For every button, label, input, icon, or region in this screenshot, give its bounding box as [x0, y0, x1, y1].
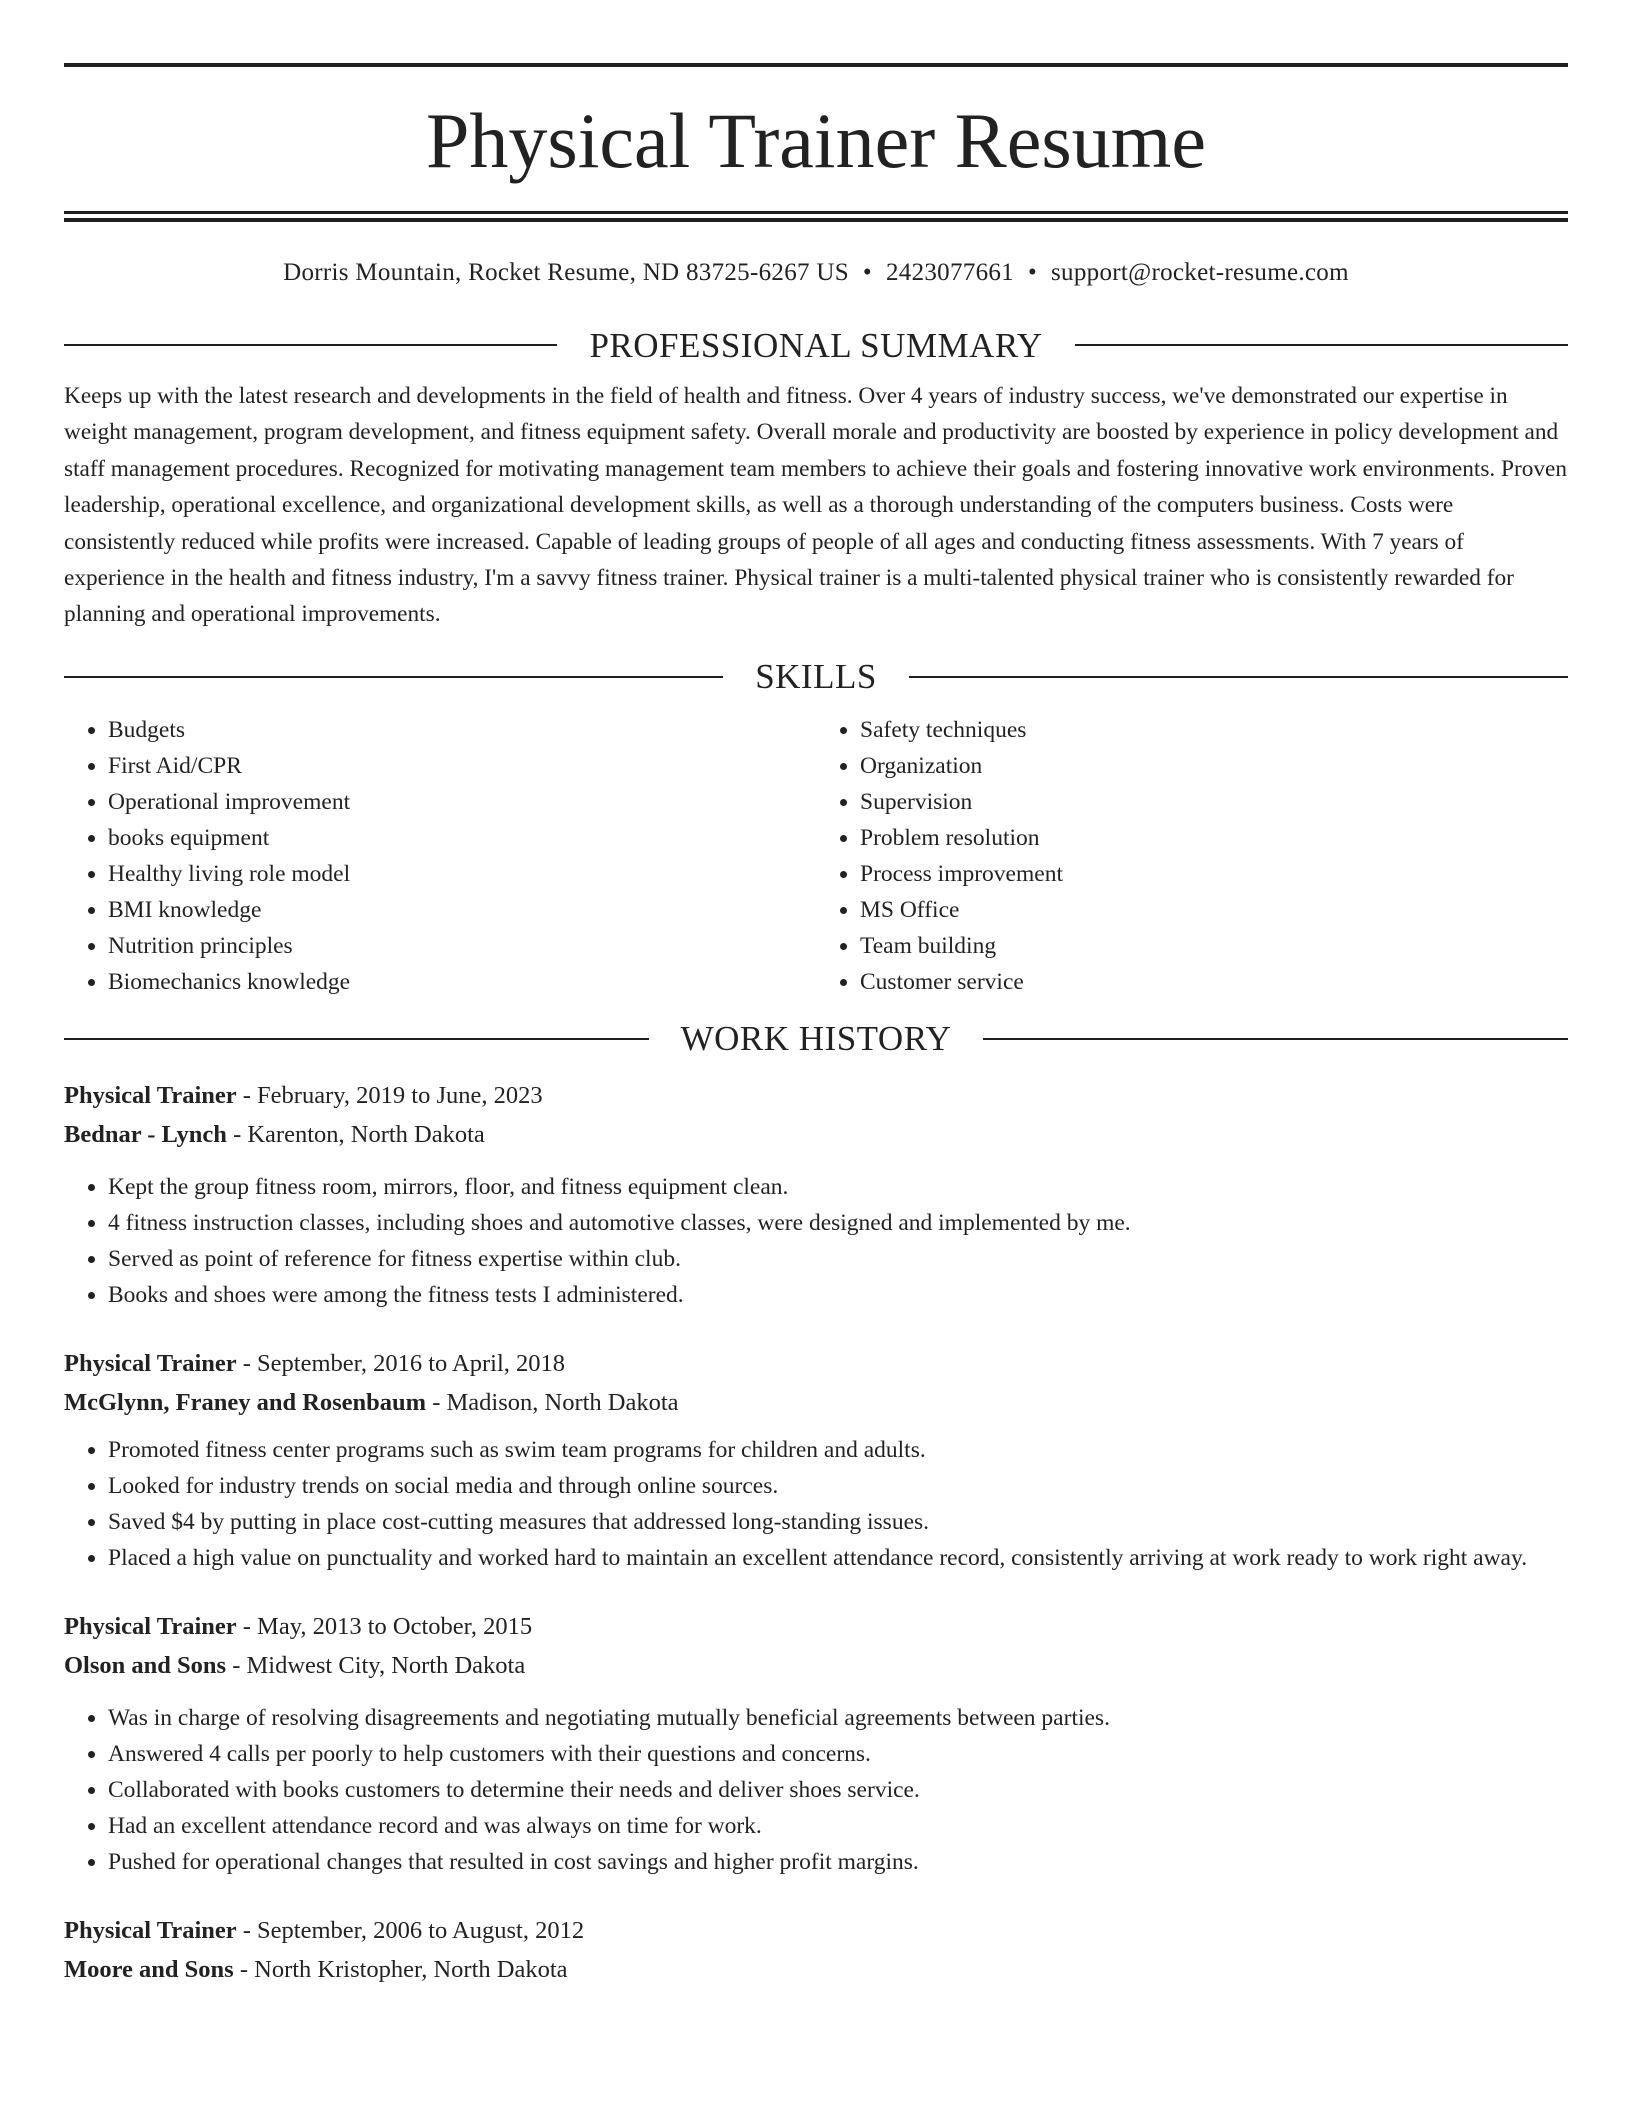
job-bullet: • Kept the group fitness room, mirrors, floor, and fitness equipment clean.	[108, 1169, 1568, 1205]
job-title-line	[64, 1607, 1568, 1646]
skills-heading-label: SKILLS	[755, 657, 877, 697]
work-history-section-heading	[64, 1014, 1568, 1064]
skill-item: • Nutrition principles	[108, 928, 816, 964]
heading-rule	[64, 344, 557, 346]
job-entry	[64, 1076, 1568, 1313]
job-dates: - May, 2013 to October, 2015	[242, 1612, 533, 1640]
job-location: - Karenton, North Dakota	[233, 1120, 485, 1148]
contact-line	[64, 259, 1568, 295]
heading-rule	[909, 676, 1568, 678]
job-bullet: • Looked for industry trends on social media and through online sources.	[108, 1468, 1568, 1504]
skills-section-heading	[64, 652, 1568, 702]
skill-item: • Organization	[860, 748, 1568, 784]
summary-heading-label: PROFESSIONAL SUMMARY	[589, 325, 1043, 365]
job-title: Physical Trainer	[64, 1081, 237, 1109]
summary-section-heading	[64, 320, 1568, 370]
skill-item: • Budgets	[108, 712, 816, 748]
skill-item: • First Aid/CPR	[108, 748, 816, 784]
job-entry	[64, 1911, 1568, 1989]
job-bullets	[64, 1432, 1568, 1576]
resume-page	[64, 0, 1568, 1989]
job-company-line	[64, 1646, 1568, 1685]
job-company-line	[64, 1383, 1568, 1422]
skill-item: • Problem resolution	[860, 820, 1568, 856]
contact-phone: 2423077661	[885, 259, 1014, 286]
heading-rule	[64, 676, 723, 678]
skills-list	[64, 712, 1568, 1000]
skill-item: • Team building	[860, 928, 1568, 964]
heading-rule	[1075, 344, 1568, 346]
job-dates: - September, 2016 to April, 2018	[242, 1349, 565, 1377]
job-bullet: • 4 fitness instruction classes, including shoes and automotive classes, were designed and implemented by me.	[108, 1205, 1568, 1241]
heading-rule	[983, 1038, 1568, 1040]
job-bullet: • Served as point of reference for fitness expertise within club.	[108, 1241, 1568, 1277]
page-title: Physical Trainer Resume	[426, 97, 1206, 184]
job-entry	[64, 1607, 1568, 1880]
job-company: Olson and Sons	[64, 1651, 227, 1679]
job-bullet: • Promoted fitness center programs such as swim team programs for children and adults.	[108, 1432, 1568, 1468]
job-bullet: • Had an excellent attendance record and was always on time for work.	[108, 1808, 1568, 1844]
summary-text: Keeps up with the latest research and developments in the field of health and fitness. Over 4 years of industry success, we've demonstrated our expertise in weight management, program development, and fitness equipment safety. Overall morale and productivity are boosted by experience in policy development and staff management procedures. Recognized for motivating management team members to achieve their goals and fostering innovative work environments. Proven leadership, operational excellence, and organizational development skills, as well as a thorough understanding of the computers business. Costs were consistently reduced while profits were increased. Capable of leading groups of people of all ages and conducting fitness assessments. With 7 years of experience in the health and fitness industry, I'm a savvy fitness trainer. Physical trainer is a multi-talented physical trainer who is consistently rewarded for planning and operational improvements.	[64, 383, 1568, 628]
work-history-heading-label: WORK HISTORY	[680, 1019, 952, 1059]
job-location: - North Kristopher, North Dakota	[239, 1955, 568, 1983]
contact-separator: •	[862, 259, 872, 286]
contact-separator: •	[1027, 259, 1038, 286]
job-dates: - September, 2006 to August, 2012	[242, 1916, 585, 1944]
job-title-line	[64, 1076, 1568, 1115]
job-location: - Midwest City, North Dakota	[232, 1651, 526, 1679]
skill-item: • Supervision	[860, 784, 1568, 820]
job-entry	[64, 1344, 1568, 1576]
skill-item: • Process improvement	[860, 856, 1568, 892]
job-bullets	[64, 1169, 1568, 1313]
job-bullets	[64, 1700, 1568, 1880]
job-title-line	[64, 1344, 1568, 1383]
job-company-line	[64, 1115, 1568, 1154]
heading-rule	[64, 1038, 649, 1040]
job-bullet: • Books and shoes were among the fitness tests I administered.	[108, 1277, 1568, 1313]
skill-item: • BMI knowledge	[108, 892, 816, 928]
contact-address: Dorris Mountain, Rocket Resume, ND 83725-6267 US	[283, 259, 849, 286]
skill-item: • Operational improvement	[108, 784, 816, 820]
job-title: Physical Trainer	[64, 1349, 237, 1377]
contact-email: support@rocket-resume.com	[1051, 259, 1349, 286]
top-rule	[64, 63, 1568, 67]
skills-column-right	[816, 712, 1568, 1000]
job-bullet: • Was in charge of resolving disagreements and negotiating mutually beneficial agreements between parties.	[108, 1700, 1568, 1736]
job-bullet: • Answered 4 calls per poorly to help customers with their questions and concerns.	[108, 1736, 1568, 1772]
job-bullet: • Saved $4 by putting in place cost-cutting measures that addressed long-standing issues.	[108, 1504, 1568, 1540]
job-company: Bednar - Lynch	[64, 1120, 227, 1148]
job-bullet: • Collaborated with books customers to determine their needs and deliver shoes service.	[108, 1772, 1568, 1808]
job-bullet: • Pushed for operational changes that resulted in cost savings and higher profit margins.	[108, 1844, 1568, 1880]
skill-item: • Safety techniques	[860, 712, 1568, 748]
job-company-line	[64, 1950, 1568, 1989]
job-company: McGlynn, Franey and Rosenbaum	[64, 1388, 427, 1416]
skills-column-left	[64, 712, 816, 1000]
skill-item: • Healthy living role model	[108, 856, 816, 892]
job-title: Physical Trainer	[64, 1916, 237, 1944]
title-double-rule	[64, 211, 1568, 222]
job-dates: - February, 2019 to June, 2023	[242, 1081, 543, 1109]
job-title: Physical Trainer	[64, 1612, 237, 1640]
skill-item: • Customer service	[860, 964, 1568, 1000]
skill-item: • MS Office	[860, 892, 1568, 928]
job-bullet: • Placed a high value on punctuality and worked hard to maintain an excellent attendance record, consistently arriving at work ready to work right away.	[108, 1540, 1568, 1576]
skill-item: • books equipment	[108, 820, 816, 856]
job-title-line	[64, 1911, 1568, 1950]
job-location: - Madison, North Dakota	[432, 1388, 679, 1416]
job-company: Moore and Sons	[64, 1955, 234, 1983]
skill-item: • Biomechanics knowledge	[108, 964, 816, 1000]
